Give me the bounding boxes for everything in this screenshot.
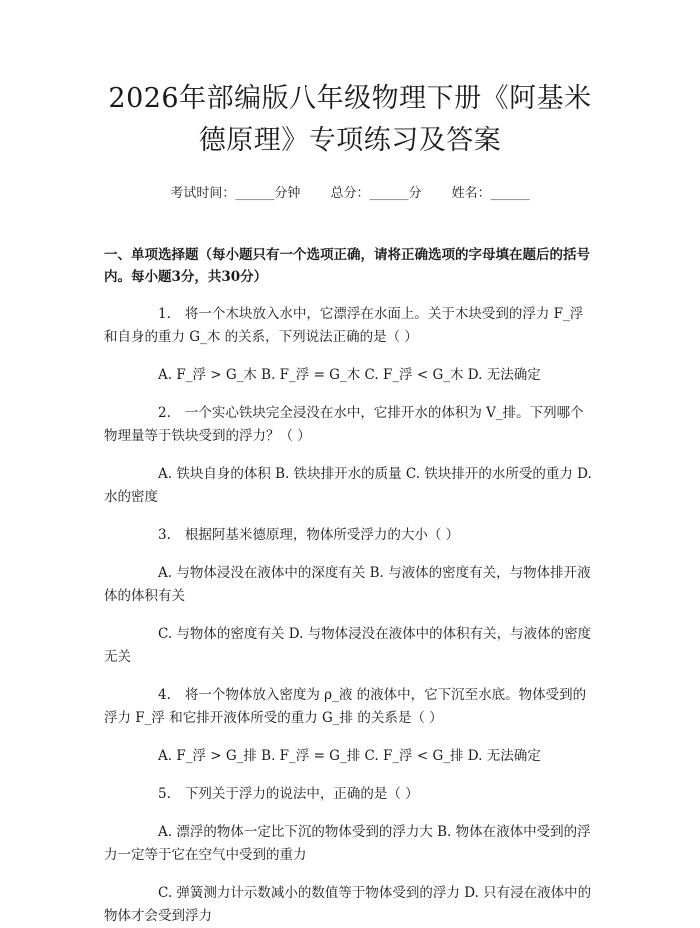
exam-name: 姓名：______ [451,186,530,201]
question-number: 5. [158,786,171,802]
question-2-options: A. 铁块自身的体积 B. 铁块排开水的质量 C. 铁块排开的水所受的重力 D. 水的密度 [104,466,592,505]
question-text: 下列关于浮力的说法中，正确的是（ ） [184,786,419,802]
question-number: 2. [158,405,171,421]
exam-meta [104,184,596,204]
question-text: 将一个物体放入密度为 ρ_液 的液体中，它下沉至水底。物体受到的浮力 F_浮 和它排开液体所受的重力 G_排 的关系是（ ） [104,687,587,726]
question-number: 4. [158,687,171,703]
question-text: 根据阿基米德原理，物体所受浮力的大小（ ） [184,527,460,543]
document-title: 2026年部编版八年级物理下册《阿基米德原理》专项练习及答案 [108,83,592,156]
section-header: 一、单项选择题（每小题只有一个选项正确，请将正确选项的字母填在题后的括号内。每小题3分，共30分） [104,247,590,285]
question-number: 1. [158,306,171,322]
question-3-options-ab: A. 与物体浸没在液体中的深度有关 B. 与液体的密度有关，与物体排开液体的体积有关 [104,565,591,604]
question-text: 将一个木块放入水中，它漂浮在水面上。关于木块受到的浮力 F_浮 和自身的重力 G_木 的关系，下列说法正确的是（ ） [104,306,584,345]
question-1-stem [104,303,596,349]
question-number: 3. [158,527,171,543]
question-2-stem [104,402,596,448]
question-3-stem [104,524,596,547]
question-5-options-ab: A. 漂浮的物体一定比下沉的物体受到的浮力大 B. 物体在液体中受到的浮力一定等于它在空气中受到的重力 [104,824,591,863]
question-5-options-cd: C. 弹簧测力计示数减小的数值等于物体受到的浮力 D. 只有浸在液体中的物体才会受到浮力 [104,885,592,924]
question-5-stem [104,783,596,806]
question-3-options-cd: C. 与物体的密度有关 D. 与物体浸没在液体中的体积有关，与液体的密度无关 [104,626,592,665]
question-1-options: A. F_浮 > G_木 B. F_浮 = G_木 C. F_浮 < G_木 D. 无法确定 [158,367,541,383]
question-text: 一个实心铁块完全浸没在水中，它排开水的体积为 V_排。下列哪个物理量等于铁块受到的浮力？（ ） [104,405,584,444]
exam-score: 总分：______分 [330,186,422,201]
exam-time: 考试时间：______分钟 [170,186,301,201]
question-4-stem [104,684,596,730]
question-4-options: A. F_浮 > G_排 B. F_浮 = G_排 C. F_浮 < G_排 D. 无法确定 [158,748,541,764]
